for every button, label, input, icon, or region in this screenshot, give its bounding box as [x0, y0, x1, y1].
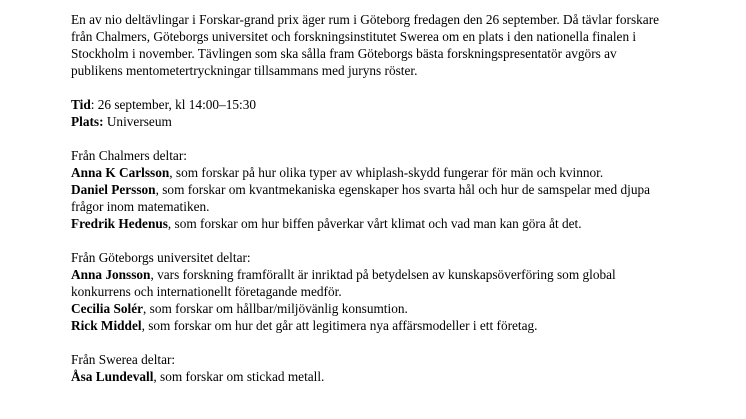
participant — [71, 317, 671, 334]
participant — [71, 181, 671, 215]
participant-name: Cecilia Solér — [71, 301, 144, 316]
participant — [71, 266, 671, 300]
intro-paragraph: En av nio deltävlingar i Forskar-grand prix äger rum i Göteborg fredagen den 26 september. Då tävlar forskare från Chalmers, Göteborgs universitet och forskningsinstitutet Swerea om en plats i den nationella finalen i Stockholm i november. Tävlingen som ska sålla fram Göteborgs bästa forskningspresentatör avgörs av publikens mentometertryckningar tillsammans med juryns röster. — [71, 12, 660, 78]
participant — [71, 300, 671, 317]
group-chalmers — [71, 147, 671, 232]
participant — [71, 368, 671, 385]
participant-description: , vars forskning framförallt är inriktad på betydelsen av kunskapsöverföring som global konkurrens och internationellt företagande medför. — [71, 267, 616, 299]
event-details — [71, 96, 671, 130]
participant-description: , som forskar om hur det går att legitimera nya affärsmodeller i ett företag. — [141, 318, 538, 333]
participant-name: Åsa Lundevall — [71, 369, 154, 384]
participant-name: Anna K Carlsson — [71, 165, 170, 180]
participant-description: , som forskar om stickad metall. — [153, 369, 325, 384]
participant-name: Daniel Persson — [71, 182, 156, 197]
group-swerea — [71, 351, 671, 385]
participant — [71, 215, 671, 232]
event-place — [71, 113, 671, 130]
participant-description: , som forskar om kvantmekaniska egenskaper hos svarta hål och hur de samspelar med djupa frågor inom matematiken. — [71, 182, 651, 214]
participant-name: Anna Jonsson — [71, 267, 151, 282]
group-heading: Från Göteborgs universitet deltar: — [71, 250, 251, 265]
document-body — [71, 11, 671, 385]
place-label: Plats: — [71, 114, 104, 129]
participant-description: , som forskar på hur olika typer av whiplash-skydd fungerar för män och kvinnor. — [169, 165, 604, 180]
event-time — [71, 96, 671, 113]
participant-description: , som forskar om hur biffen påverkar vårt klimat och vad man kan göra åt det. — [167, 216, 582, 231]
group-heading: Från Swerea deltar: — [71, 352, 176, 367]
participant-name: Rick Middel — [71, 318, 142, 333]
participant — [71, 164, 671, 181]
group-goteborgs-universitet — [71, 249, 671, 334]
group-heading: Från Chalmers deltar: — [71, 148, 187, 163]
participant-name: Fredrik Hedenus — [71, 216, 168, 231]
time-label: Tid — [71, 97, 91, 112]
place-value: Universeum — [103, 114, 172, 129]
participant-description: , som forskar om hållbar/miljövänlig konsumtion. — [143, 301, 408, 316]
time-value: : 26 september, kl 14:00–15:30 — [90, 97, 257, 112]
